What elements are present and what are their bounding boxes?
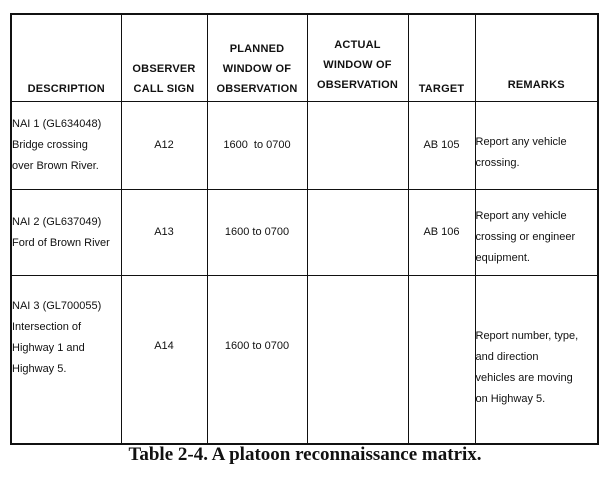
header-observer-call-sign: OBSERVER CALL SIGN [121,14,207,102]
header-target: TARGET [408,14,475,102]
table-caption: Table 2-4. A platoon reconnaissance matrix. [128,444,482,465]
table-row [11,190,598,276]
remarks-cell: Report any vehicle crossing. [475,102,598,190]
call-sign-cell: A12 [121,102,207,190]
remarks-cell: Report number, type, and direction vehicles are moving on Highway 5. [475,276,598,444]
call-sign-cell: A14 [121,276,207,444]
planned-window-cell: 1600 to 0700 [207,102,307,190]
description-cell: NAI 2 (GL637049) Ford of Brown River [11,190,121,276]
description-cell: NAI 3 (GL700055) Intersection of Highway 1 and Highway 5. [11,276,121,444]
remarks-cell: Report any vehicle crossing or engineer equipment. [475,190,598,276]
header-description: DESCRIPTION [11,14,121,102]
actual-window-cell [307,276,408,444]
planned-window-cell: 1600 to 0700 [207,190,307,276]
table-row [11,276,598,444]
planned-window-cell: 1600 to 0700 [207,276,307,444]
call-sign-cell: A13 [121,190,207,276]
target-cell [408,276,475,444]
header-remarks: REMARKS [475,14,598,102]
reconnaissance-matrix-table [10,13,599,445]
header-planned-window: PLANNED WINDOW OF OBSERVATION [207,14,307,102]
table-row [11,102,598,190]
header-actual-window: ACTUAL WINDOW OF OBSERVATION [307,14,408,102]
header-row [11,14,598,102]
description-cell: NAI 1 (GL634048) Bridge crossing over Brown River. [11,102,121,190]
actual-window-cell [307,102,408,190]
target-cell: AB 106 [408,190,475,276]
target-cell: AB 105 [408,102,475,190]
actual-window-cell [307,190,408,276]
